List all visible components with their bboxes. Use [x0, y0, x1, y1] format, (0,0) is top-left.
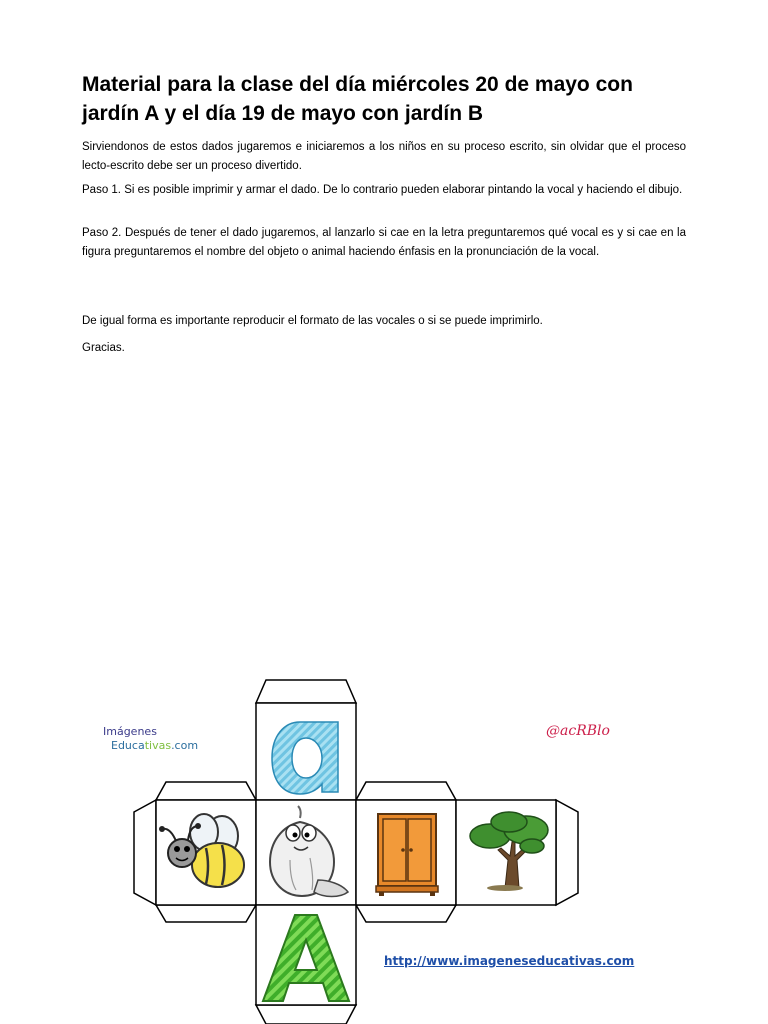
page-title: Material para la clase del día miércoles 20 de mayo con jardín A y el día 19 de mayo con jardín B — [82, 73, 633, 125]
author-signature: @acRBlo — [546, 723, 610, 739]
wardrobe-icon — [376, 814, 438, 896]
tab-bottom — [256, 1005, 356, 1024]
intro-paragraph: Sirviendonos de estos dados jugaremos e iniciaremos a los niños en su proceso escrito, sin olvidar que el proceso lecto-escrito debe ser un proceso divertido. — [82, 141, 686, 172]
source-url-link[interactable]: http://www.imageneseducativas.com — [384, 954, 635, 968]
step-1-paragraph: Paso 1. Si es posible imprimir y armar el dado. De lo contrario pueden elaborar pintando la vocal y haciendo el dibujo. — [82, 184, 683, 196]
step-2-paragraph: Paso 2. Después de tener el dado jugaremos, al lanzarlo si cae en la letra preguntaremos qué vocal es y si cae en la figura preguntaremos el nombre del objeto o animal haciendo énfasis en la pronunciación de la vocal. — [82, 227, 686, 258]
tab-left — [134, 800, 156, 905]
thanks-paragraph: Gracias. — [82, 342, 125, 354]
tab-top — [256, 680, 356, 703]
tab-right-top — [356, 782, 456, 800]
tab-left-bottom — [156, 905, 256, 922]
tab-right-bottom — [356, 905, 456, 922]
reproduce-paragraph: De igual forma es importante reproducir el formato de las vocales o si se puede imprimirlo. — [82, 315, 543, 327]
tab-right — [556, 800, 578, 905]
imagenes-educativas-logo: Imágenes Educativas.com — [103, 725, 199, 752]
tab-left-top — [156, 782, 256, 800]
